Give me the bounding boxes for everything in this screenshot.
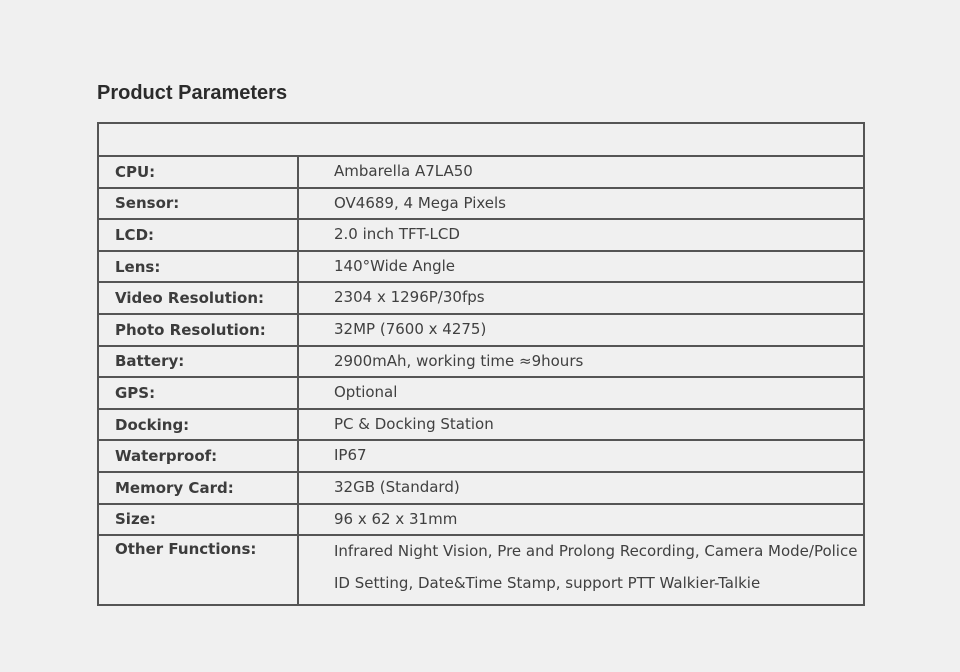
row-label-gps: GPS: [99, 378, 299, 408]
row-label-cpu: CPU: [99, 157, 299, 187]
row-value-lens: 140°Wide Angle [334, 256, 456, 275]
row-value-other-functions-line2: ID Setting, Date&Time Stamp, support PTT Walkier-Talkie [334, 573, 761, 592]
table-row [99, 536, 863, 604]
row-value-gps: Optional [334, 383, 398, 402]
row-label-other-functions: Other Functions: [99, 536, 299, 604]
table-row [99, 347, 863, 379]
table-row [99, 252, 863, 284]
table-row [99, 473, 863, 505]
table-row [99, 505, 863, 537]
row-value-lcd: 2.0 inch TFT-LCD [334, 225, 460, 244]
table-row [99, 220, 863, 252]
row-value-photo-resolution: 32MP (7600 x 4275) [334, 319, 487, 338]
row-label-video-resolution: Video Resolution: [99, 283, 299, 313]
row-label-waterproof: Waterproof: [99, 441, 299, 471]
table-row [99, 189, 863, 221]
row-value-size: 96 x 62 x 31mm [334, 509, 458, 528]
row-label-memory-card: Memory Card: [99, 473, 299, 503]
row-label-size: Size: [99, 505, 299, 535]
row-value-docking: PC & Docking Station [334, 414, 494, 433]
row-label-lens: Lens: [99, 252, 299, 282]
row-value-cpu: Ambarella A7LA50 [334, 162, 473, 180]
row-value-other-functions-line1: Infrared Night Vision, Pre and Prolong Recording, Camera Mode/Police [334, 542, 858, 561]
table-row [99, 315, 863, 347]
row-value-memory-card: 32GB (Standard) [334, 477, 460, 496]
row-value-battery: 2900mAh, working time ≈9hours [334, 351, 584, 370]
row-label-battery: Battery: [99, 347, 299, 377]
row-value-sensor: OV4689, 4 Mega Pixels [334, 193, 506, 212]
table-row [99, 378, 863, 410]
row-label-sensor: Sensor: [99, 189, 299, 219]
spec-table [97, 122, 865, 606]
page-title: Product Parameters [97, 82, 288, 104]
row-label-photo-resolution: Photo Resolution: [99, 315, 299, 345]
row-value-other-functions [299, 536, 857, 599]
table-row [99, 283, 863, 315]
table-row [99, 441, 863, 473]
row-label-lcd: LCD: [99, 220, 299, 250]
row-value-video-resolution: 2304 x 1296P/30fps [334, 288, 485, 307]
table-row [99, 410, 863, 442]
row-label-docking: Docking: [99, 410, 299, 440]
table-row [99, 157, 863, 189]
row-value-waterproof: IP67 [334, 446, 367, 465]
table-header-row [99, 124, 863, 157]
